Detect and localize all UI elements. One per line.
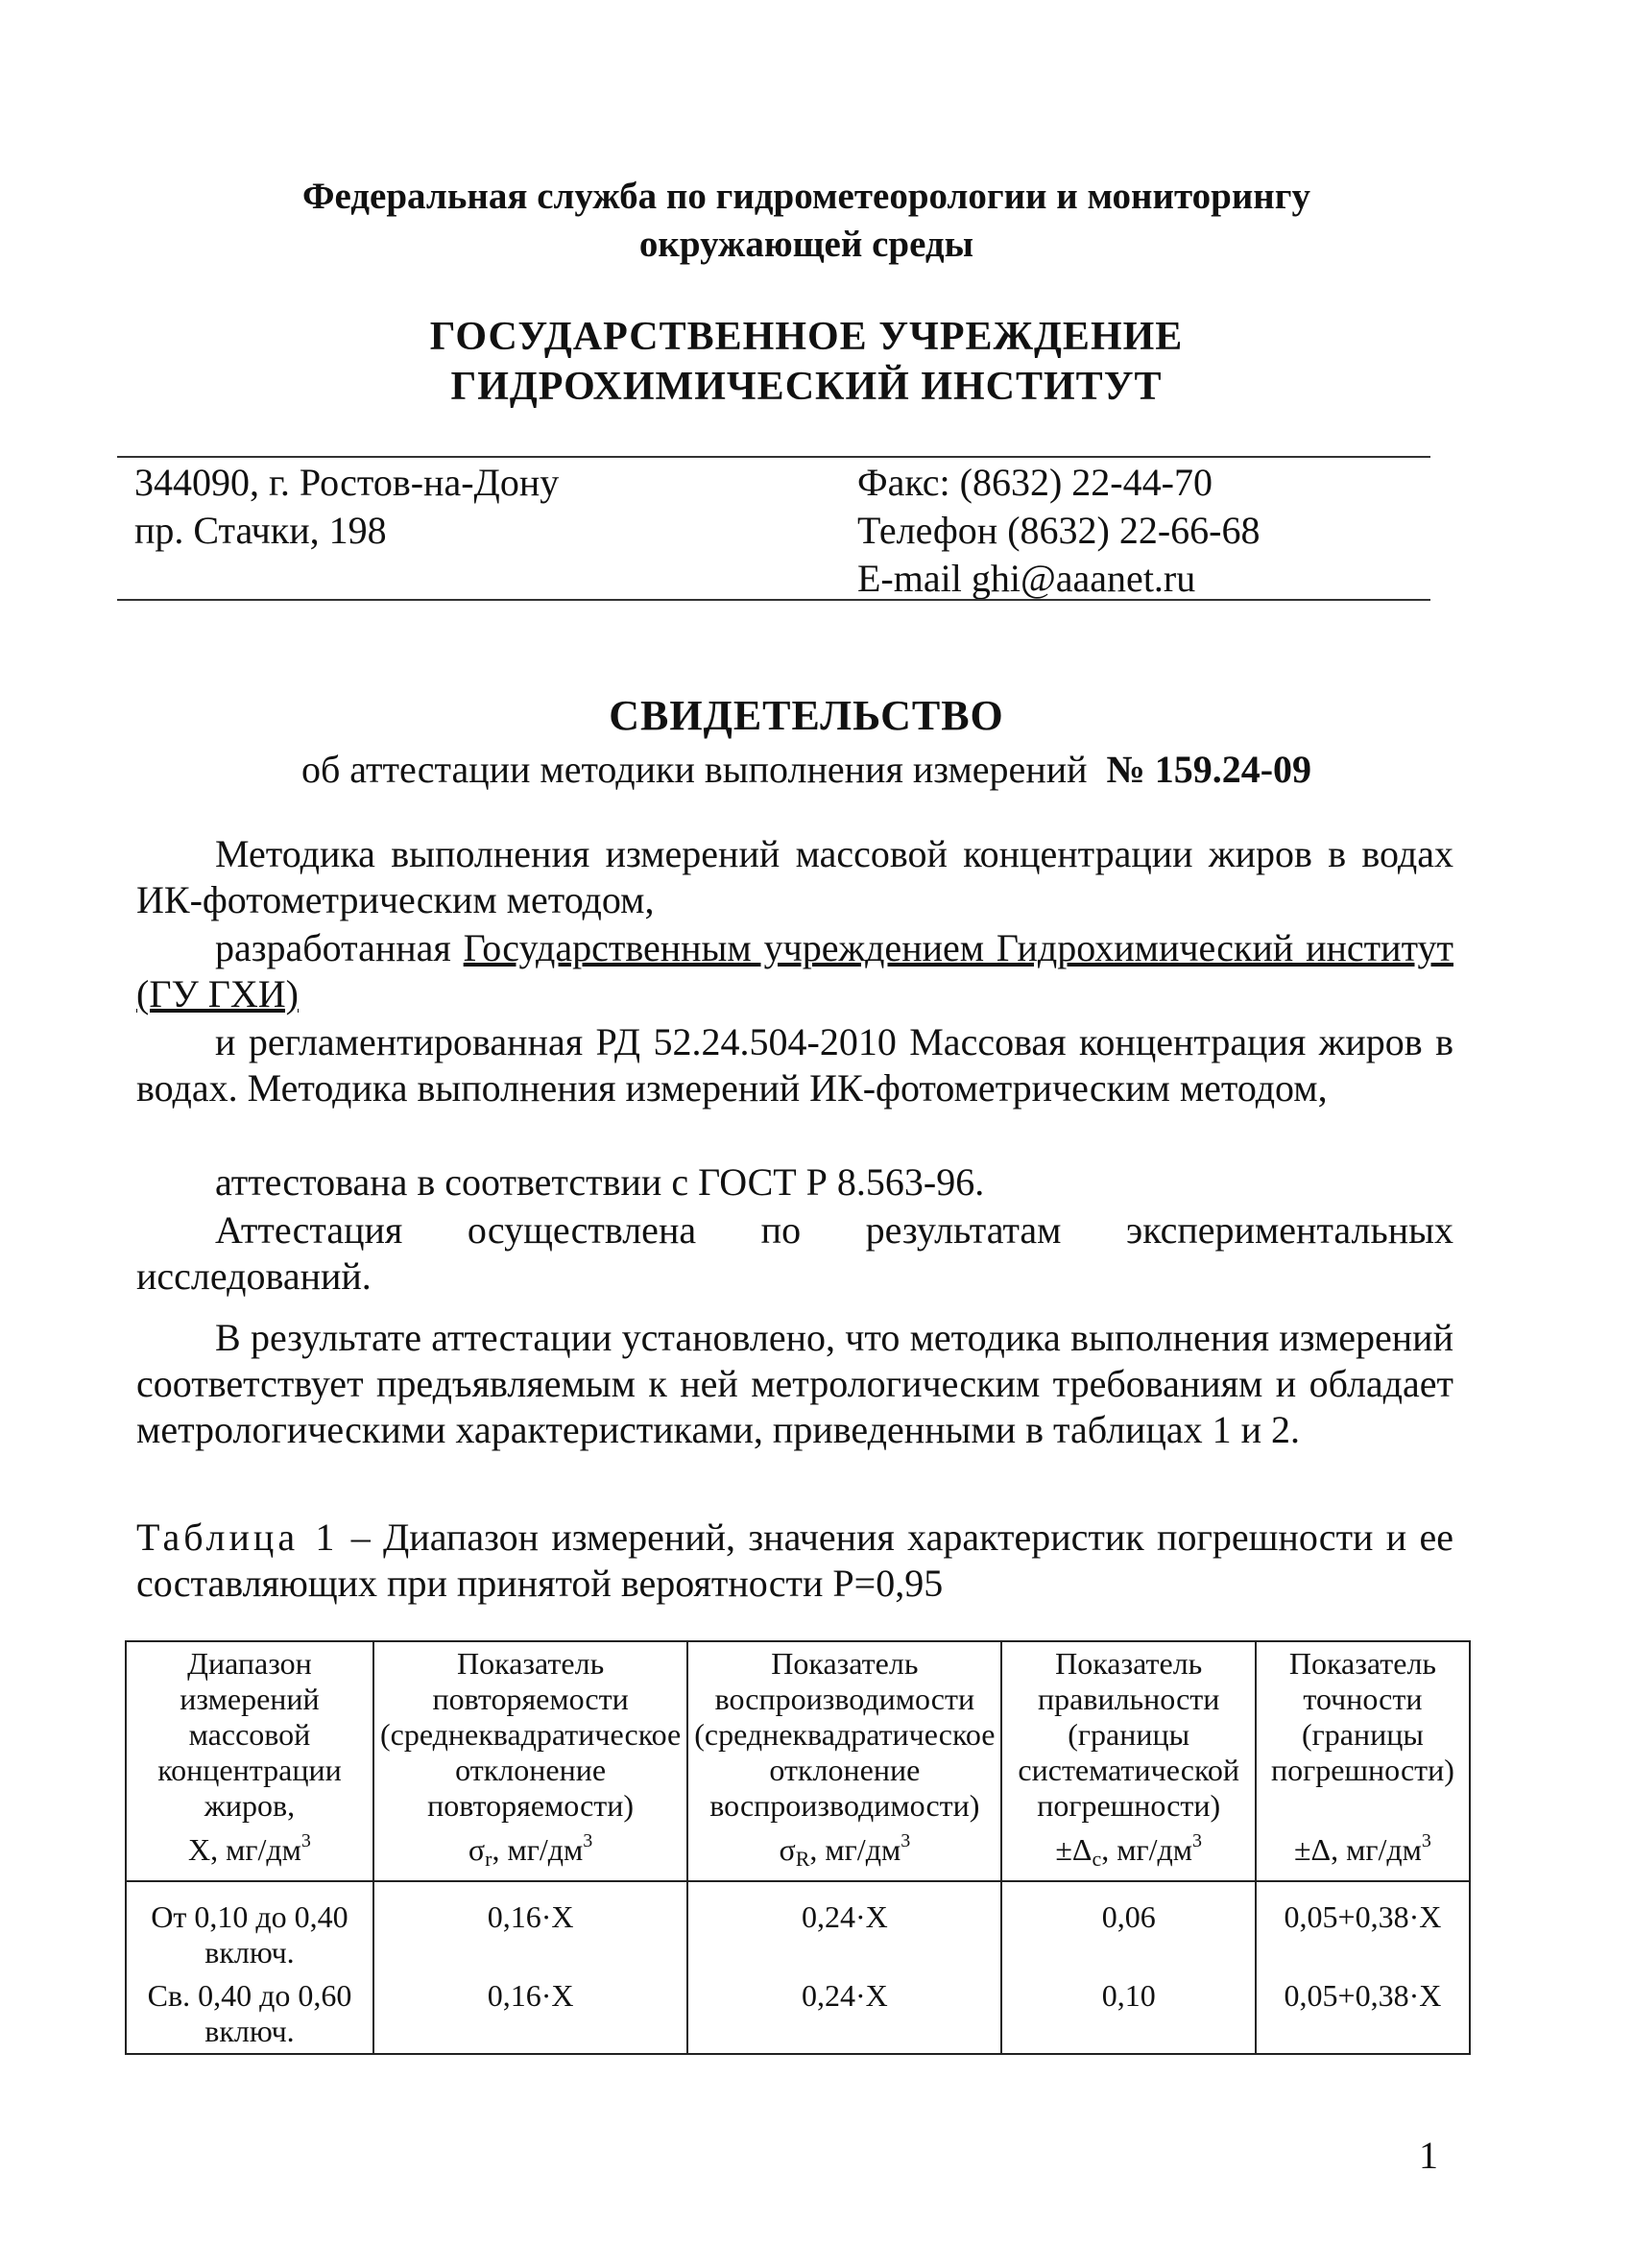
certificate-title: СВИДЕТЕЛЬСТВО: [609, 692, 1004, 739]
institution-line-1: ГОСУДАРСТВЕННОЕ УЧРЕЖДЕНИЕ: [429, 315, 1184, 359]
header-trueness: Показатель правильности (границы систематической погрешности) $\pm\Delta_c$, $мг/дм^3$: [1001, 1641, 1255, 1881]
fax-number: Факс: (8632) 22-44-70: [857, 461, 1213, 504]
table-caption-label: Таблица 1: [136, 1516, 339, 1559]
cell-reproducibility: 0,24·Х: [687, 1974, 1001, 2054]
cell-accuracy: 0,05+0,38·Х: [1256, 1974, 1470, 2054]
table-header-row: [126, 1641, 1470, 1881]
table-caption: [136, 1515, 1453, 1607]
developer-organization: Государственным учреждением Гидрохимический институт (ГУ ГХИ): [136, 926, 1453, 1015]
agency-line-1: Федеральная служба по гидрометеорологии и мониторингу: [302, 176, 1310, 217]
header-reproducibility: Показатель воспроизводимости (среднеквадратическое отклонение воспроизводимости) $\sigma_R$, $мг/дм^3$: [687, 1641, 1001, 1881]
cell-accuracy: 0,05+0,38·Х: [1256, 1881, 1470, 1974]
cell-trueness: 0,10: [1001, 1974, 1255, 2054]
institution-name: [144, 312, 1469, 412]
paragraph-attested: аттестована в соответствии с ГОСТ Р 8.563-96.: [215, 1160, 985, 1204]
cell-reproducibility: 0,24·Х: [687, 1881, 1001, 1974]
table-row: [126, 1974, 1470, 2054]
paragraph-regulation: и регламентированная РД 52.24.504-2010 Массовая концентрация жиров в водах. Методика выполнения измерений ИК-фотометрическим методом,: [136, 1020, 1453, 1110]
header-repeatability: Показатель повторяемости (среднеквадратическое отклонение повторяемости) $\sigma_r$, $мг/дм^3$: [373, 1641, 687, 1881]
cell-repeatability: 0,16·Х: [373, 1974, 687, 2054]
agency-name: [144, 173, 1469, 269]
cell-repeatability: 0,16·Х: [373, 1881, 687, 1974]
header-range: Диапазон измерений массовой концентрации жиров, Х, $мг/дм^3$: [126, 1641, 373, 1881]
top-divider: [117, 456, 1430, 458]
table-caption-text: – Диапазон измерений, значения характеристик погрешности и ее составляющих при принятой вероятности Р=0,95: [136, 1516, 1453, 1605]
institution-line-2: ГИДРОХИМИЧЕСКИЙ ИНСТИТУТ: [450, 365, 1163, 409]
cell-trueness: 0,06: [1001, 1881, 1255, 1974]
cell-range: От 0,10 до 0,40 включ.: [126, 1881, 373, 1974]
address-line-2: пр. Стачки, 198: [134, 509, 387, 552]
metrology-table: [125, 1640, 1471, 2055]
certificate-subtitle-text: об аттестации методики выполнения измерений: [300, 748, 1088, 791]
paragraph-method: Методика выполнения измерений массовой концентрации жиров в водах ИК-фотометрическим методом,: [136, 832, 1453, 921]
phone-number: Телефон (8632) 22-66-68: [857, 509, 1261, 552]
page-number: 1: [1419, 2134, 1438, 2177]
paragraph-developer: [136, 925, 1453, 1017]
agency-line-2: окружающей среды: [638, 224, 974, 265]
header-accuracy: Показатель точности (границы погрешности) ±Δ, $мг/дм^3$: [1256, 1641, 1470, 1881]
postal-address: [134, 459, 559, 555]
bottom-divider: [117, 599, 1430, 601]
paragraph-attestation: Аттестация осуществлена по результатам экспериментальных исследований.: [136, 1208, 1453, 1298]
email-address: E-mail ghi@aaanet.ru: [857, 557, 1196, 600]
contact-block: [857, 459, 1260, 603]
certificate-number: № 159.24-09: [1106, 748, 1312, 791]
certificate-subtitle: [144, 745, 1469, 795]
paragraph-result: В результате аттестации установлено, что методика выполнения измерений соответствует предъявляемым к ней метрологическим требованиям и обладает метрологическими характеристиками, приведенными в таблицах 1 и 2.: [136, 1316, 1453, 1451]
table-row: [126, 1881, 1470, 1974]
address-line-1: 344090, г. Ростов-на-Дону: [134, 461, 560, 504]
cell-range: Св. 0,40 до 0,60 включ.: [126, 1974, 373, 2054]
developer-prefix: разработанная: [215, 926, 464, 969]
